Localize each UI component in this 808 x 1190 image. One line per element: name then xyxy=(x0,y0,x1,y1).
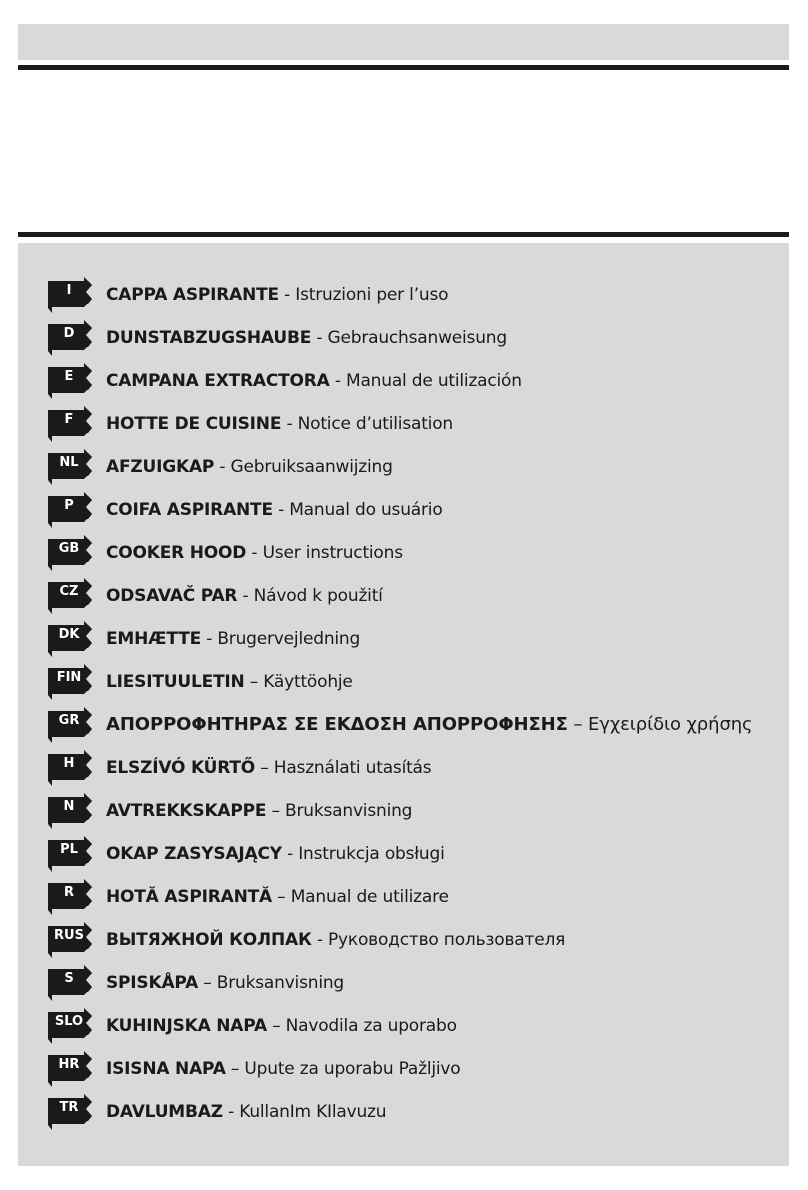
language-entry xyxy=(106,844,445,864)
manual-title: KullanIm KIlavuzu xyxy=(239,1102,387,1122)
language-row xyxy=(48,707,788,743)
product-name: CAPPA ASPIRANTE xyxy=(106,285,279,305)
manual-title: Brugervejledning xyxy=(217,629,361,649)
product-name: HOTTE DE CUISINE xyxy=(106,414,282,434)
language-row xyxy=(48,836,788,872)
language-tag xyxy=(48,1094,93,1130)
language-row xyxy=(48,922,788,958)
language-entry xyxy=(106,500,443,520)
language-tag xyxy=(48,750,93,786)
separator: – xyxy=(271,887,291,907)
language-entry xyxy=(106,1059,461,1079)
product-name: AVTREKKSKAPPE xyxy=(106,801,267,821)
manual-title: Upute za uporabu Pažljivo xyxy=(244,1059,461,1079)
separator: – xyxy=(244,672,264,692)
separator: - xyxy=(214,457,231,477)
language-code: P xyxy=(64,498,74,513)
separator: - xyxy=(311,328,328,348)
separator: – xyxy=(567,714,589,735)
language-row xyxy=(48,1008,788,1044)
language-code: FIN xyxy=(56,670,82,685)
manual-title: Návod k použití xyxy=(253,586,383,606)
manual-title: Bruksanvisning xyxy=(285,801,413,821)
language-code: TR xyxy=(59,1100,79,1115)
separator: – xyxy=(225,1059,245,1079)
manual-title: Εγχειρίδιο χρήσης xyxy=(588,714,753,735)
language-row xyxy=(48,965,788,1001)
language-row xyxy=(48,1094,788,1130)
language-tag xyxy=(48,879,93,915)
language-tag xyxy=(48,707,93,743)
language-entry xyxy=(106,1016,457,1036)
language-code: GB xyxy=(58,541,80,556)
product-name: LIESITUULETIN xyxy=(106,672,245,692)
language-tag xyxy=(48,363,93,399)
language-tag xyxy=(48,836,93,872)
product-name: HOTĂ ASPIRANTĂ xyxy=(106,887,272,907)
manual-title: Használati utasítás xyxy=(273,758,432,778)
language-tag xyxy=(48,320,93,356)
manual-title: Gebrauchsanweisung xyxy=(327,328,507,348)
language-row xyxy=(48,621,788,657)
language-code: R xyxy=(63,885,74,900)
language-code: D xyxy=(63,326,75,341)
product-name: KUHINJSKA NAPA xyxy=(106,1016,267,1036)
separator: - xyxy=(311,930,328,950)
language-tag xyxy=(48,277,93,313)
language-tag xyxy=(48,449,93,485)
language-code: PL xyxy=(60,842,78,857)
language-row xyxy=(48,578,788,614)
language-entry xyxy=(106,371,522,391)
language-code: I xyxy=(66,283,72,298)
manual-title: User instructions xyxy=(262,543,403,563)
product-name: ВЫТЯЖНОЙ КОЛПАК xyxy=(106,930,312,950)
manual-title: Notice d’utilisation xyxy=(297,414,453,434)
language-entry xyxy=(106,715,753,735)
language-entry xyxy=(106,457,393,477)
language-entry xyxy=(106,285,448,305)
manual-title: Bruksanvisning xyxy=(216,973,345,993)
bottom-rule xyxy=(18,232,789,237)
language-tag xyxy=(48,1008,93,1044)
language-row xyxy=(48,750,788,786)
product-name: ODSAVAČ PAR xyxy=(106,586,238,606)
product-name: EMHÆTTE xyxy=(106,629,201,649)
language-tag xyxy=(48,664,93,700)
language-row xyxy=(48,535,788,571)
language-code: SLO xyxy=(54,1014,84,1029)
separator: - xyxy=(278,285,296,305)
product-name: OKAP ZASYSAJĄCY xyxy=(106,844,282,864)
language-row xyxy=(48,277,788,313)
product-name: DAVLUMBAZ xyxy=(106,1102,223,1122)
language-code: CZ xyxy=(59,584,79,599)
separator: - xyxy=(246,543,263,563)
language-entry xyxy=(106,328,507,348)
language-row xyxy=(48,879,788,915)
language-code: N xyxy=(63,799,75,814)
manual-title: Manual do usuário xyxy=(289,500,443,520)
language-tag xyxy=(48,1051,93,1087)
language-entry xyxy=(106,629,360,649)
language-entry xyxy=(106,801,412,821)
language-tag xyxy=(48,965,93,1001)
language-code: HR xyxy=(58,1057,80,1072)
separator: - xyxy=(329,371,346,391)
product-name: ELSZÍVÓ KÜRTŐ xyxy=(106,758,256,778)
manual-title: Instrukcja obsługi xyxy=(298,844,445,864)
language-code: DK xyxy=(58,627,80,642)
manual-title: Istruzioni per l’uso xyxy=(295,285,449,305)
language-row xyxy=(48,406,788,442)
manual-title: Navodila za uporabo xyxy=(285,1016,457,1036)
top-header-band xyxy=(18,24,789,60)
product-name: DUNSTABZUGSHAUBE xyxy=(106,328,312,348)
separator: – xyxy=(255,758,274,778)
language-code: NL xyxy=(59,455,79,470)
separator: – xyxy=(198,973,217,993)
language-entry xyxy=(106,1102,386,1122)
separator: - xyxy=(281,414,298,434)
language-row xyxy=(48,492,788,528)
language-code: GR xyxy=(58,713,80,728)
language-entry xyxy=(106,930,565,950)
language-tag xyxy=(48,621,93,657)
manual-title: Manual de utilización xyxy=(346,371,522,391)
language-tag xyxy=(48,492,93,528)
language-code: RUS xyxy=(54,928,84,943)
separator: - xyxy=(272,500,290,520)
product-name: ISISNA NAPA xyxy=(106,1059,226,1079)
language-code: F xyxy=(64,412,74,427)
language-row xyxy=(48,1051,788,1087)
product-name: COOKER HOOD xyxy=(106,543,247,563)
language-entry xyxy=(106,543,403,563)
manual-title: Руководство пользователя xyxy=(327,930,566,950)
separator: - xyxy=(201,629,218,649)
language-code: H xyxy=(63,756,75,771)
manual-title: Gebruiksaanwijzing xyxy=(230,457,393,477)
language-row xyxy=(48,793,788,829)
separator: - xyxy=(281,844,299,864)
product-name: AFZUIGKAP xyxy=(106,457,215,477)
manual-title: Käyttöohje xyxy=(263,672,353,692)
language-row xyxy=(48,449,788,485)
manual-title: Manual de utilizare xyxy=(290,887,449,907)
language-row xyxy=(48,363,788,399)
product-name: COIFA ASPIRANTE xyxy=(106,500,273,520)
language-entry xyxy=(106,758,431,778)
language-row xyxy=(48,320,788,356)
product-name: ΑΠΟΡΡΟΦΗΤΗΡΑΣ ΣΕ ΕΚΔΟΣΗ ΑΠΟΡΡΟΦΗΣΗΣ xyxy=(106,714,568,735)
separator: – xyxy=(266,801,286,821)
language-code: S xyxy=(64,971,74,986)
language-entry xyxy=(106,414,453,434)
language-row xyxy=(48,664,788,700)
language-tag xyxy=(48,793,93,829)
language-entry xyxy=(106,586,383,606)
product-name: SPISKÅPA xyxy=(106,973,199,993)
language-entry xyxy=(106,973,344,993)
language-tag xyxy=(48,578,93,614)
language-tag xyxy=(48,406,93,442)
separator: – xyxy=(266,1016,286,1036)
top-rule xyxy=(18,65,789,70)
language-code: E xyxy=(64,369,74,384)
language-entry xyxy=(106,672,353,692)
separator: - xyxy=(237,586,254,606)
product-name: CAMPANA EXTRACTORA xyxy=(106,371,330,391)
language-tag xyxy=(48,535,93,571)
language-entry xyxy=(106,887,449,907)
separator: - xyxy=(222,1102,240,1122)
language-tag xyxy=(48,922,93,958)
